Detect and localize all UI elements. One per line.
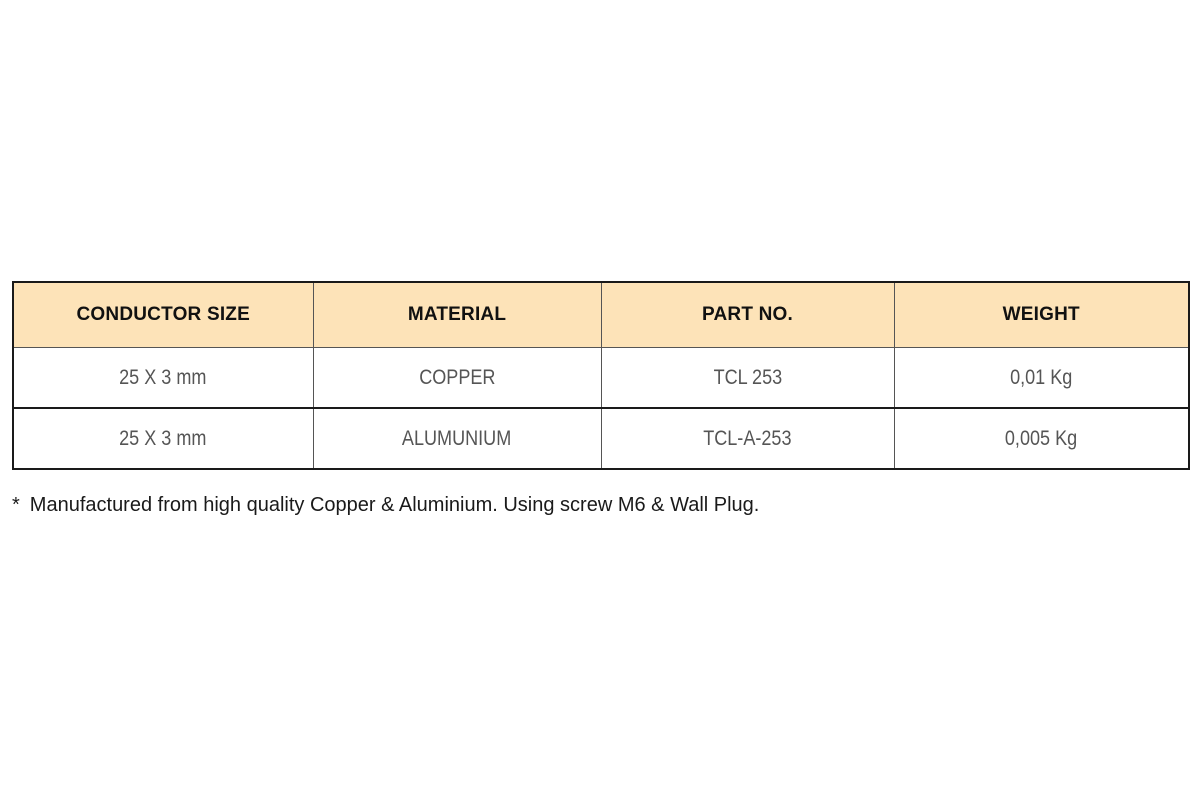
cell-text: TCL-A-253 [703, 426, 792, 450]
cell-text: 0,005 Kg [1005, 426, 1078, 450]
header-part-no: PART NO. [601, 282, 894, 348]
cell-conductor-size [13, 348, 313, 409]
cell-text: 0,01 Kg [1010, 365, 1073, 389]
spec-table [12, 281, 1190, 470]
footnote-marker: * [12, 494, 20, 516]
cell-weight [894, 408, 1189, 469]
footnote-text: Manufactured from high quality Copper & Aluminium. Using screw M6 & Wall Plug. [29, 494, 760, 516]
cell-text: 25 X 3 mm [119, 426, 207, 450]
cell-text: COPPER [418, 365, 496, 389]
header-material: MATERIAL [313, 282, 601, 348]
table-header-row [13, 282, 1189, 348]
table-row [13, 348, 1189, 409]
cell-conductor-size [13, 408, 313, 469]
cell-part-no [601, 348, 894, 409]
cell-text: ALUMUNIUM [402, 426, 512, 450]
footnote [12, 494, 759, 517]
header-conductor-size: CONDUCTOR SIZE [13, 282, 313, 348]
cell-text: 25 X 3 mm [119, 365, 207, 389]
cell-material [313, 408, 601, 469]
cell-material [313, 348, 601, 409]
table-row [13, 408, 1189, 469]
cell-weight [894, 348, 1189, 409]
header-weight: WEIGHT [894, 282, 1189, 348]
cell-part-no [601, 408, 894, 469]
cell-text: TCL 253 [713, 365, 782, 389]
